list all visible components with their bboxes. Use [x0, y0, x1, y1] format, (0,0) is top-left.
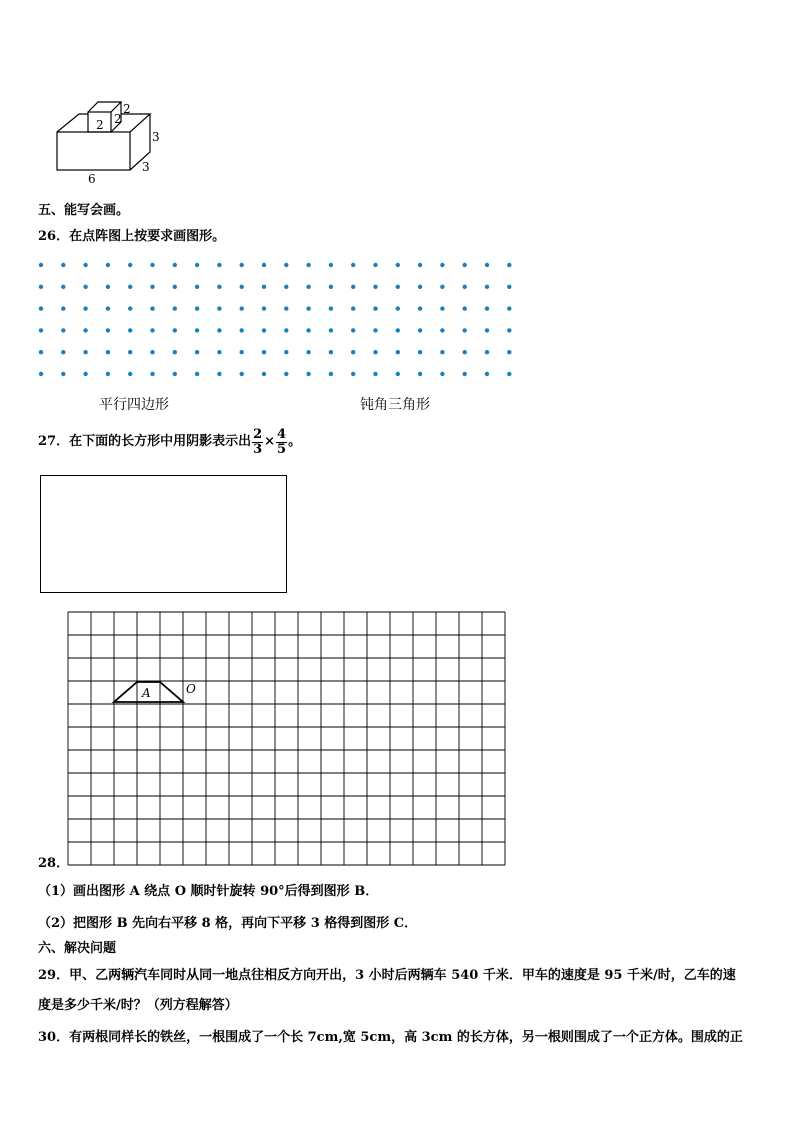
q26-label-obtuse-triangle: 钝角三角形	[360, 397, 430, 413]
dim-big-length: 6	[88, 172, 96, 186]
times-sign: ×	[264, 434, 276, 449]
frac1-numerator: 2	[253, 426, 263, 442]
q28-sub1: （1）画出图形 A 绕点 O 顺时针旋转 90°后得到图形 B．	[38, 884, 379, 899]
q26-label-parallelogram: 平行四边形	[99, 397, 169, 413]
dim-small-side: 2	[114, 112, 122, 126]
q29-line1: 29．甲、乙两辆汽车同时从同一地点往相反方向开出，3 小时后两辆车 540 千米．甲车的速度是 95 千米/时，乙车的速	[38, 968, 736, 983]
q28-sub2: （2）把图形 B 先向右平移 8 格，再向下平移 3 格得到图形 C．	[38, 916, 418, 931]
q30-line1: 30．有两根同样长的铁丝，一根围成了一个长 7cm,宽 5cm，高 3cm 的长方体，另一根则围成了一个正方体。围成的正	[38, 1030, 743, 1045]
dim-small-front: 2	[96, 118, 104, 132]
dim-big-height: 3	[152, 130, 160, 144]
frac2-denominator: 5	[277, 441, 287, 457]
q27-prefix: 27．在下面的长方形中用阴影表示出	[38, 434, 252, 449]
section6-title: 六、解决问题	[38, 941, 117, 956]
section5-title: 五、能写会画。	[38, 203, 130, 218]
shape-a-label: A	[142, 686, 151, 700]
frac2-numerator: 4	[277, 426, 287, 442]
q27-suffix: 。	[288, 434, 302, 449]
frac1-denominator: 3	[253, 441, 263, 457]
q29-line2: 度是多少千米/时？（列方程解答）	[38, 998, 238, 1013]
dim-small-top: 2	[123, 102, 131, 116]
dim-big-depth: 3	[142, 160, 150, 174]
point-o-label: O	[186, 682, 196, 696]
q26-text: 26．在点阵图上按要求画图形。	[38, 229, 226, 244]
q28-number: 28．	[38, 856, 70, 871]
